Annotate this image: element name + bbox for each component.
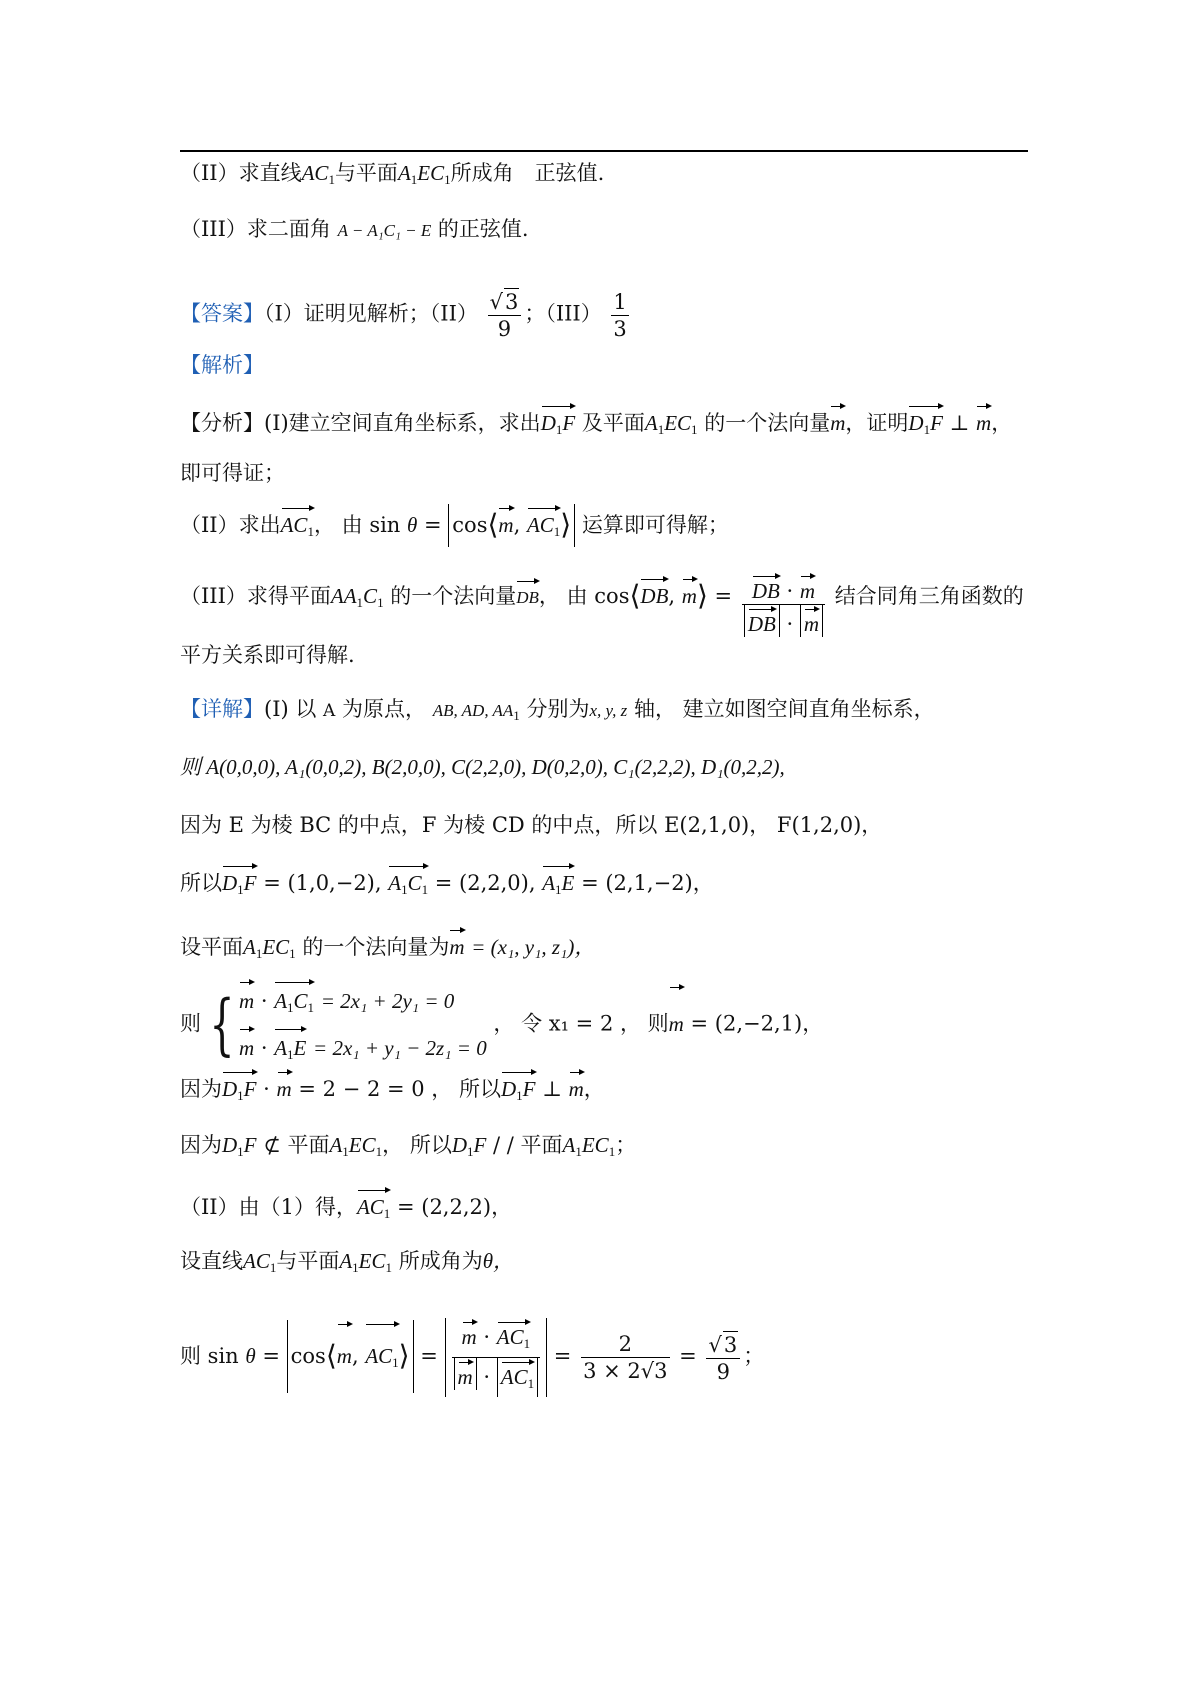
detail-part2-vector: （II）由（1）得，$AC_1 = (2,2,2)$，	[180, 1186, 512, 1229]
answer-fraction-3: $\frac{1}{3}$	[613, 289, 627, 341]
detail-coordinates: 则 A(0,0,0), A₁(0,0,2), B(2,0,0), C(2,2,0), D(0,2,0), C₁(2,2,2), D₁(0,2,2),	[180, 755, 785, 779]
answer-tag: 【答案】	[180, 301, 264, 326]
fenxi-line-4: （III）求得平面$AA_1C_1$ 的一个法向量DB， 由 cos⟨DB, m⟩ = $\frac{DB \cdot m}{DB \cdot m}$ 结合同角三角函数的	[180, 572, 1024, 637]
detail-normal-vector: 设平面$A_1EC_1$ 的一个法向量为m = (x₁, y₁, z₁)，	[180, 926, 595, 969]
answer-fraction-2: $\frac{√3}{9}$	[488, 288, 522, 342]
detail-parallel: 因为$D_1F$ ⊄ 平面$A_1EC_1$， 所以$D_1F$ / / 平面$A_1EC_1$；	[180, 1133, 637, 1159]
fenxi-line-5: 平方关系即可得解.	[180, 643, 355, 667]
detail-system: 则 { $m \cdot A_1C_1 = 2x_1 + 2y_1 = 0$ $m \cdot A_1E = 2x_1 + y_1 - 2z_1 = 0$ ， 令 x₁ = 2 ， 则m = (2,−2,1)，	[180, 978, 823, 1072]
detail-part2-angle: 设直线$AC_1$与平面$A_1EC_1$ 所成角为θ，	[180, 1249, 515, 1275]
detail-perpendicular: 因为$D_1F \cdot m = 2 - 2 = 0$ ， 所以$D_1F$ ⊥ m，	[180, 1068, 605, 1111]
answer-line: 【答案】（I）证明见解析；（II） $\frac{√3}{9}$ ；（III） $\frac{1}{3}$	[180, 289, 627, 341]
header-rule	[180, 150, 1028, 152]
question-part-3: （III）求二面角 A − A₁C₁ − E 的正弦值.	[180, 217, 529, 241]
fenxi-line-2: 即可得证；	[180, 461, 285, 485]
detail-part2-result: 则 sin θ = cos⟨m, $AC_1⟩$ = $\frac{m \cdot AC_1}{m \cdot AC_1}$ = $\frac{2}{3 \times 2√3}$ = $\frac{√3}{9}$ ；	[180, 1318, 764, 1397]
fenxi-line-3: （II）求出$AC_1$， 由 sin θ = cos⟨m, $AC_1⟩$ 运算即可得解；	[180, 504, 729, 547]
detail-line-1: 【详解】(I) 以 A 为原点， AB, AD, $AA_1$ 分别为x, y, z 轴， 建立如图空间直角坐标系，	[180, 697, 935, 723]
analysis-tag: 【解析】	[180, 353, 264, 377]
fenxi-line-1: 【分析】(I)建立空间直角坐标系，求出$D_1F$ 及平面$A_1EC_1$ 的一个法向量m，证明$D_1F$ ⊥ m，	[180, 402, 1012, 445]
detail-midpoints: 因为 E 为棱 BC 的中点，F 为棱 CD 的中点，所以 E(2,1,0)， F(1,2,0)，	[180, 813, 883, 837]
detail-vectors: 所以$D_1F = (1,0,-2)$, $A_1C_1 = (2,2,0)$, $A_1E = (2,1,-2)$，	[180, 862, 714, 905]
question-part-2: （II）求直线$AC_1$与平面$A_1EC_1$所成角 正弦值.	[180, 161, 605, 187]
